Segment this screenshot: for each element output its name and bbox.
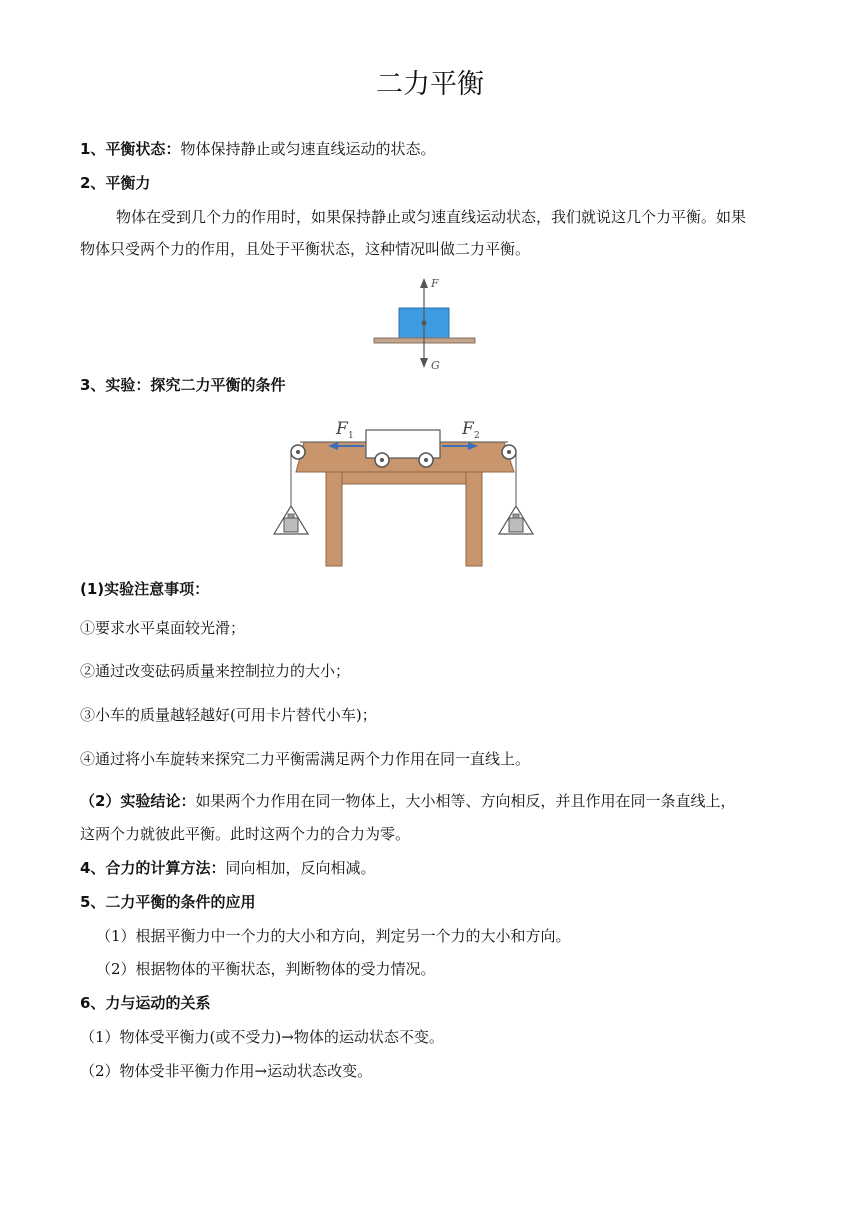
note-item: ②通过改变砝码质量来控制拉力的大小； (80, 662, 351, 680)
section-5-item: （2）根据物体的平衡状态，判断物体的受力情况。 (96, 960, 436, 978)
weight-right-knob (513, 514, 519, 518)
section-3-heading: 3、实验：探究二力平衡的条件 (80, 376, 286, 394)
cart-axle-left (380, 458, 384, 462)
experiment-apparatus-diagram (268, 408, 538, 568)
weight-right (509, 518, 523, 532)
section-2-paragraph-line-1: 物体在受到几个力的作用时，如果保持静止或匀速直线运动状态，我们就说这几个力平衡。如果 (116, 208, 747, 226)
label-f1-subscript: 1 (348, 431, 354, 441)
note-item: ①要求水平桌面较光滑； (80, 619, 246, 637)
force-g-arrowhead (420, 358, 428, 368)
section-2-heading: 2、平衡力 (80, 174, 151, 192)
section-2-paragraph-line-2: 物体只受两个力的作用，且处于平衡状态，这种情况叫做二力平衡。 (80, 240, 531, 258)
pulley-right-axle (507, 450, 511, 454)
section-4 (80, 857, 375, 878)
conclusion-heading: （2）实验结论： (80, 792, 196, 810)
section-5-item: （1）根据平衡力中一个力的大小和方向，判定另一个力的大小和方向。 (96, 927, 571, 945)
conclusion-line-2: 这两个力就彼此平衡。此时这两个力的合力为零。 (80, 825, 411, 843)
label-g: G (431, 359, 440, 372)
section-1-heading: 1、平衡状态： (80, 140, 181, 158)
pulley-left-axle (296, 450, 300, 454)
notes-heading: (1)实验注意事项： (80, 580, 210, 598)
cart-axle-right (424, 458, 428, 462)
section-6-item: （1）物体受平衡力(或不受力)→物体的运动状态不变。 (80, 1028, 444, 1046)
section-4-text: 同向相加，反向相减。 (225, 859, 376, 877)
section-6-heading: 6、力与运动的关系 (80, 994, 211, 1012)
label-f: F (431, 277, 439, 290)
label-f2-subscript: 2 (474, 431, 480, 441)
section-4-heading: 4、合力的计算方法： (80, 859, 226, 877)
section-6-item: （2）物体受非平衡力作用→运动状态改变。 (80, 1062, 373, 1080)
conclusion-line-1 (80, 790, 735, 811)
section-1-text: 物体保持静止或匀速直线运动的状态。 (180, 140, 436, 158)
label-f2: F (462, 419, 474, 439)
weight-left (284, 518, 298, 532)
table-leg-right (466, 472, 482, 566)
block-force-diagram (360, 272, 490, 372)
weight-left-knob (288, 514, 294, 518)
note-item: ④通过将小车旋转来探究二力平衡需满足两个力作用在同一直线上。 (80, 750, 531, 768)
section-5-heading: 5、二力平衡的条件的应用 (80, 893, 256, 911)
label-f1: F (336, 419, 348, 439)
table-apron (342, 472, 466, 484)
section-1 (80, 138, 435, 159)
conclusion-text-1: 如果两个力作用在同一物体上，大小相等、方向相反，并且作用在同一条直线上， (195, 792, 736, 810)
note-item: ③小车的质量越轻越好(可用卡片替代小车)； (80, 706, 377, 724)
page-title: 二力平衡 (376, 69, 484, 100)
center-point (422, 321, 427, 326)
table-leg-left (326, 472, 342, 566)
force-f-arrowhead (420, 278, 428, 288)
